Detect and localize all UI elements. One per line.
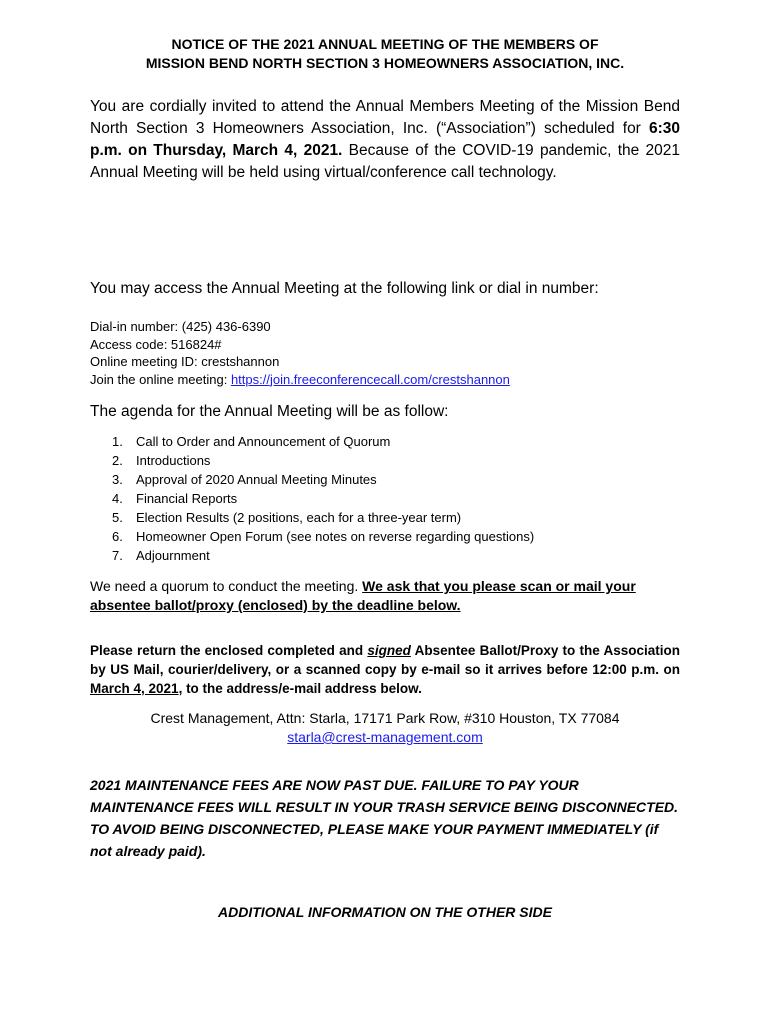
additional-info-note: ADDITIONAL INFORMATION ON THE OTHER SIDE bbox=[218, 904, 552, 920]
meeting-datetime: 6:30 p.m. on Thursday, March 4, 2021. bbox=[90, 120, 680, 159]
agenda-item-text: Adjournment bbox=[136, 548, 210, 563]
page-title bbox=[90, 35, 680, 73]
return-instructions bbox=[90, 641, 680, 698]
quorum-emphasis: We ask that you please scan or mail your absentee ballot/proxy (enclosed) by the deadline below. bbox=[90, 578, 636, 613]
agenda-item bbox=[112, 432, 672, 451]
agenda-item-text: Approval of 2020 Annual Meeting Minutes bbox=[136, 472, 377, 487]
access-text: You may access the Annual Meeting at the following link or dial in number: bbox=[90, 280, 599, 297]
management-contact bbox=[90, 709, 680, 747]
agenda-item bbox=[112, 527, 672, 546]
join-meeting-link[interactable]: https://join.freeconferencecall.com/crestshannon bbox=[230, 371, 510, 387]
agenda-item-text: Homeowner Open Forum (see notes on reverse regarding questions) bbox=[136, 529, 535, 544]
agenda-item bbox=[112, 451, 672, 470]
intro-paragraph bbox=[90, 96, 680, 184]
title-line-1: NOTICE OF THE 2021 ANNUAL MEETING OF THE MEMBERS OF bbox=[171, 36, 599, 52]
quorum-paragraph bbox=[90, 577, 680, 615]
agenda-item-text: Call to Order and Announcement of Quorum bbox=[136, 434, 391, 449]
agenda-item bbox=[112, 508, 672, 527]
return-text-3: , to the address/e-mail address below. bbox=[178, 681, 422, 696]
agenda-item bbox=[112, 470, 672, 489]
join-prefix: Join the online meeting: bbox=[90, 371, 231, 387]
agenda-item-number: 6. bbox=[112, 529, 123, 544]
agenda-item-number: 7. bbox=[112, 548, 123, 563]
return-text-1: Please return the enclosed completed and bbox=[90, 643, 368, 658]
deadline-date: March 4, 2021 bbox=[90, 681, 179, 696]
quorum-text: We need a quorum to conduct the meeting. bbox=[90, 578, 363, 594]
agenda-item-number: 1. bbox=[112, 434, 123, 449]
return-text-2: Absentee Ballot/Proxy to the Association by US Mail, courier/delivery, or a scanned copy by e-mail so it arrives before 12:00 p.m. on bbox=[90, 643, 680, 677]
access-code: Access code: 516824# bbox=[90, 336, 222, 352]
agenda-item bbox=[112, 489, 672, 508]
dial-in-number: Dial-in number: (425) 436-6390 bbox=[90, 319, 271, 334]
agenda-item-text: Election Results (2 positions, each for a three-year term) bbox=[136, 510, 462, 525]
agenda-item-number: 5. bbox=[112, 510, 123, 525]
join-meeting-line bbox=[90, 371, 680, 389]
signed-emphasis: signed bbox=[367, 643, 411, 658]
agenda-item-number: 2. bbox=[112, 453, 123, 468]
management-email-link[interactable]: starla@crest-management.com bbox=[287, 729, 483, 745]
agenda-item-number: 3. bbox=[112, 472, 123, 487]
title-line-2: MISSION BEND NORTH SECTION 3 HOMEOWNERS ASSOCIATION, INC. bbox=[145, 55, 625, 71]
online-meeting-id: Online meeting ID: crestshannon bbox=[90, 354, 280, 369]
management-address: Crest Management, Attn: Starla, 17171 Park Row, #310 Houston, TX 77084 bbox=[150, 710, 620, 726]
maintenance-fees-notice: 2021 MAINTENANCE FEES ARE NOW PAST DUE. FAILURE TO PAY YOUR MAINTENANCE FEES WILL RESULT IN YOUR TRASH SERVICE BEING DISCONNECTED. TO AVOID BEING DISCONNECTED, PLEASE MAKE YOUR PAYMENT IMMEDIATELY (if not already paid). bbox=[90, 777, 679, 859]
agenda-item-number: 4. bbox=[112, 491, 123, 506]
dial-in-info bbox=[90, 318, 680, 388]
intro-text-1: You are cordially invited to attend the Annual Members Meeting of the Mission Bend North Section 3 Homeowners Association, Inc. (“Association”) scheduled for bbox=[90, 98, 680, 137]
agenda-item bbox=[112, 546, 672, 565]
agenda-list bbox=[112, 432, 672, 565]
agenda-item-text: Financial Reports bbox=[136, 491, 238, 506]
intro-text-2: Because of the COVID-19 pandemic, the 2021 Annual Meeting will be held using virtual/conference call technology. bbox=[90, 142, 680, 181]
agenda-item-text: Introductions bbox=[136, 453, 211, 468]
agenda-intro: The agenda for the Annual Meeting will be as follow: bbox=[90, 403, 449, 420]
